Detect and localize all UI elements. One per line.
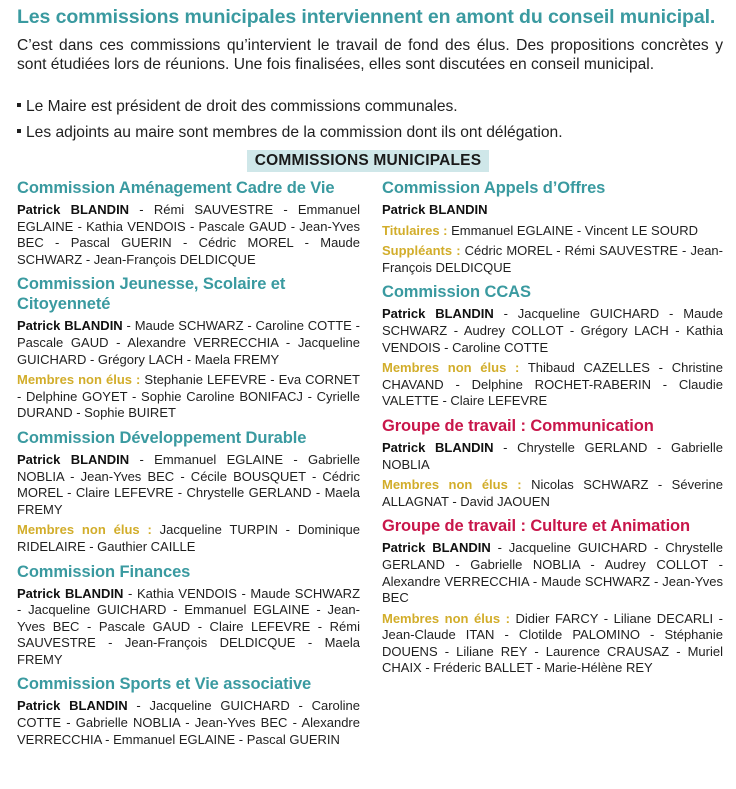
titulaires-list: Emmanuel EGLAINE - Vincent LE SOURD	[447, 222, 698, 238]
commission-title: Commission Sports et Vie associative	[17, 675, 312, 694]
commission-sports	[17, 674, 360, 748]
commission-members	[17, 452, 360, 518]
group-title: Groupe de travail : Culture et Animation	[382, 517, 691, 536]
lead-name: Patrick BLANDIN	[382, 540, 491, 556]
non-elected-label: Membres non élus :	[17, 522, 152, 538]
suppleants-list: Cédric MOREL - Rémi SAUVESTRE - Jean-François DELDICQUE	[382, 243, 723, 275]
commission-amenagement	[17, 178, 360, 268]
commission-title: Commission CCAS	[382, 283, 531, 302]
commission-developpement-durable	[17, 428, 360, 556]
titulaires-label: Titulaires :	[382, 222, 448, 238]
bullet-text: Les adjoints au maire sont membres de la commission dont ils ont délégation.	[26, 124, 563, 141]
non-elected-label: Membres non élus :	[382, 610, 510, 626]
non-elected-list: Jacqueline TURPIN - Dominique RIDELAIRE - Gauthier CAILLE	[17, 522, 361, 554]
lead-name: Patrick BLANDIN	[382, 439, 494, 455]
commission-title: Commission Finances	[17, 562, 191, 581]
non-elected-members	[382, 477, 723, 510]
section-banner: COMMISSIONS MUNICIPALES	[247, 150, 490, 172]
non-elected-label: Membres non élus :	[17, 372, 141, 388]
non-elected-list: Stephanie LEFEVRE - Eva CORNET - Delphine GOYET - Sophie Caroline BONIFACJ - Cyrielle DURAND - Sophie BUIRET	[17, 372, 360, 421]
members-list: - Maude SCHWARZ - Caroline COTTE - Pascale GAUD - Alexandre VERRECCHIA - Jacqueline GUICHARD - Grégory LACH - Maela FREMY	[17, 318, 360, 367]
members-list: - Jacqueline GUICHARD - Chrystelle GERLAND - Gabrielle NOBLIA - Audrey COLLOT - Alexandre VERRECCHIA - Maude SCHWARZ - Jean-Yves BEC	[382, 540, 724, 606]
commission-members	[17, 586, 360, 669]
group-title: Groupe de travail : Communication	[382, 416, 654, 435]
lead-name: Patrick BLANDIN	[17, 698, 128, 714]
commission-title: Commission Appels d’Offres	[382, 179, 606, 197]
members-list: - Emmanuel EGLAINE - Gabrielle NOBLIA - Jean-Yves BEC - Cécile BOUSQUET - Cédric MOREL - Claire LEFEVRE - Chrystelle GERLAND - Maela FREMY	[17, 451, 361, 517]
non-elected-members	[17, 372, 360, 422]
banner-row	[0, 150, 736, 172]
commission-members	[17, 318, 360, 368]
non-elected-list: Thibaud CAZELLES - Christine CHAVAND - Delphine ROCHET-RABERIN - Claudie VALETTE - Claire LEFEVRE	[382, 360, 724, 409]
commission-members	[17, 698, 360, 748]
non-elected-list: Didier FARCY - Liliane DECARLI - Jean-Claude ITAN - Clotilde PALOMINO - Stéphanie DOUENS - Liliane REY - Laurence CRAUSAZ - Muriel CHAIX - Fréderic BALLET - Marie-Hélène REY	[382, 610, 724, 676]
members-list: - Jacqueline GUICHARD - Maude SCHWARZ - Audrey COLLOT - Grégory LACH - Kathia VENDOIS - Caroline COTTE	[382, 306, 723, 355]
commission-members	[382, 306, 723, 356]
square-bullet-icon	[17, 103, 21, 107]
commission-jeunesse	[17, 274, 360, 422]
right-column	[382, 178, 723, 683]
headline: Les commissions municipales interviennent en amont du conseil municipal.	[17, 6, 716, 28]
non-elected-label: Membres non élus :	[382, 360, 520, 376]
commission-title: Commission Développement Durable	[17, 428, 307, 447]
non-elected-members	[17, 522, 360, 555]
non-elected-label: Membres non élus :	[382, 477, 522, 493]
members-list: - Chrystelle GERLAND - Gabrielle NOBLIA	[382, 439, 724, 472]
suppleants-label: Suppléants :	[382, 243, 461, 259]
non-elected-members	[382, 360, 723, 410]
bullet-adjoints	[17, 124, 563, 142]
members-list: - Kathia VENDOIS - Maude SCHWARZ - Jacqueline GUICHARD - Emmanuel EGLAINE - Jean-Yves BEC - Pascale GAUD - Claire LEFEVRE - Rémi SAUVESTRE - Jean-François DELDICQUE - Maela FREMY	[17, 585, 361, 667]
lead-name: Patrick BLANDIN	[17, 202, 130, 217]
commission-title: Commission Aménagement Cadre de Vie	[17, 179, 335, 197]
left-column	[17, 178, 360, 754]
commission-title: Commission Jeunesse, Scolaire et Citoyenneté	[17, 275, 286, 314]
non-elected-list: Nicolas SCHWARZ - Séverine ALLAGNAT - David JAOUEN	[382, 477, 723, 509]
groupe-communication	[382, 416, 723, 510]
square-bullet-icon	[17, 129, 21, 133]
commission-finances	[17, 562, 360, 669]
non-elected-members	[382, 611, 723, 677]
bullet-text: Le Maire est président de droit des commissions communales.	[26, 98, 458, 115]
lead-name: Patrick BLANDIN	[17, 451, 130, 467]
commission-lead	[382, 202, 723, 219]
group-members	[382, 440, 723, 473]
groupe-culture-animation	[382, 516, 723, 677]
members-list: - Rémi SAUVESTRE - Emmanuel EGLAINE - Kathia VENDOIS - Pascale GAUD - Jean-Yves BEC - Pascal GUERIN - Cédric MOREL - Maude SCHWARZ - Jean-François DELDICQUE	[17, 202, 361, 267]
commission-ccas	[382, 282, 723, 410]
lead-name: Patrick BLANDIN	[17, 318, 123, 334]
suppleants	[382, 243, 723, 276]
commission-appels-offres	[382, 178, 723, 276]
bullet-maire	[17, 98, 458, 116]
commission-members	[17, 202, 360, 268]
members-list: - Jacqueline GUICHARD - Caroline COTTE - Gabrielle NOBLIA - Jean-Yves BEC - Alexandre VERRECCHIA - Emmanuel EGLAINE - Pascal GUERIN	[17, 698, 361, 747]
intro-paragraph: C’est dans ces commissions qu’intervient le travail de fond des élus. Des propositions concrètes y sont étudiées lors de réunions. Une fois finalisées, elles sont discutées en conseil municipal.	[17, 37, 723, 73]
lead-name: Patrick BLANDIN	[17, 585, 124, 601]
lead-name: Patrick BLANDIN	[382, 202, 488, 217]
titulaires	[382, 223, 723, 240]
group-members	[382, 540, 723, 606]
lead-name: Patrick BLANDIN	[382, 306, 494, 322]
